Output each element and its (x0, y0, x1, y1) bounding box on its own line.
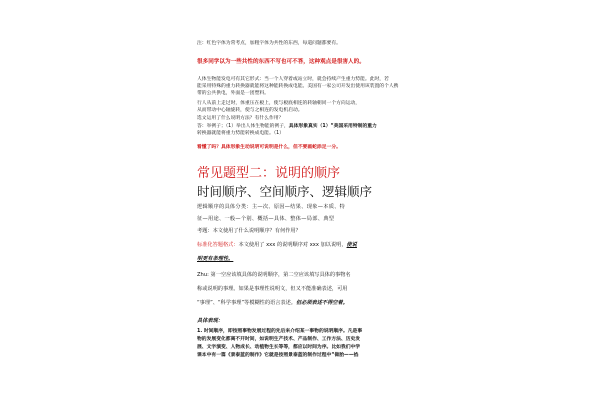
explanation-line (197, 300, 348, 307)
explanation-text: “事理”、“科学事理”等模糊性的语言表述。 (197, 300, 296, 306)
standard-answer-label: 标准化答题格式： (197, 242, 239, 248)
passage-line: 带的公共供电，外面是一团塑料。 (197, 91, 269, 96)
logic-order-line: 逻辑顺序的具体分类：主—次、原因—结果、现象—本质、特 (197, 204, 346, 210)
passage-line: 人体生物能发电可有其它形式：当一个人穿着或站立时，就会持续产生重力势能。此时，若 (197, 77, 389, 82)
standard-answer-tail-2: 明更有条理性。 (197, 256, 234, 262)
time-order-line: 1. 时间顺序，即按照事物发展过程的先后来介绍某一事物的说明顺序。凡是事 (197, 329, 363, 334)
red-emphasis-heading: 很多同学以为一些共性的东西不写也可不答，这种观点是很害人的。 (197, 59, 365, 65)
explanation-tail: 但必须表述不得空着。 (295, 300, 348, 306)
document-page (197, 0, 407, 400)
standard-answer-line (197, 242, 357, 249)
section-subtitle: 时间顺序、空间顺序、逻辑顺序 (197, 184, 373, 199)
passage-line: 从而带动中心轴旋转，使与之相连的发电机启动。 (197, 108, 303, 113)
time-order-line: 课本中有一篇《景泰蓝的制作》它就是按照景泰蓝的制作过程中“做胎——掐 (197, 353, 359, 358)
passage-line: 行人从前上走过时，体重压在板上，使与板底相连的转轴朝同一个方向运动， (197, 101, 361, 106)
answer-bold: 具体形象真实（1）“美国采用特制的重力 (288, 124, 377, 129)
standard-answer-text: 本文使用了 xxx 的说明顺序对 xxx 加以说明， (238, 242, 347, 248)
passage-line: 能采用特殊的重力转换器就能将这种能转换成电能。美国有一家公司开发出使用该装置的个人携 (197, 84, 399, 89)
section-title: 常见题型二：说明的顺序 (197, 166, 341, 181)
methods-heading: 具体表现： (197, 318, 223, 324)
note-line: 注：红色字体为常考点，加粗字体为共性的东西，每道问题都要有。 (197, 41, 341, 46)
time-order-line: 展、文字演变、人物成长、动植物生长等等，都应以时间为序。比如我们中学 (197, 345, 361, 350)
summary-bold-line: 看懂了吗？具体形象生动说明可说明是什么，但不要画蛇添足一分。 (197, 145, 341, 150)
answer-prefix: 答：举例子；（1）举出人体生物能的例子， (197, 124, 289, 129)
passage-question: 选文运用了什么说明方法？有什么作用？ (197, 116, 284, 121)
standard-answer-tail: 使说 (346, 242, 357, 248)
answer-line-2: 转换器就能将重力势能转换成电能。（1） (197, 131, 284, 136)
explanation-line: 称或说明的事理。如果是事理性说明文，但又不能准确表述，可用 (197, 286, 348, 292)
logic-order-line: 征—用途、一般—个别、概括—具体、整体—局部、典型 (197, 216, 335, 222)
time-order-line: 物的发展变化都离不开时间，如说明生产技术、产品制作、工作方法、历史发 (197, 337, 361, 342)
exam-question: 考题：本文使用了什么说明顺序？有何作用？ (197, 228, 301, 234)
answer-line (197, 124, 377, 130)
explanation-line: Zhu: 第一空应该填具体的说明顺序，第二空应该填写具体的事物名 (197, 272, 351, 278)
